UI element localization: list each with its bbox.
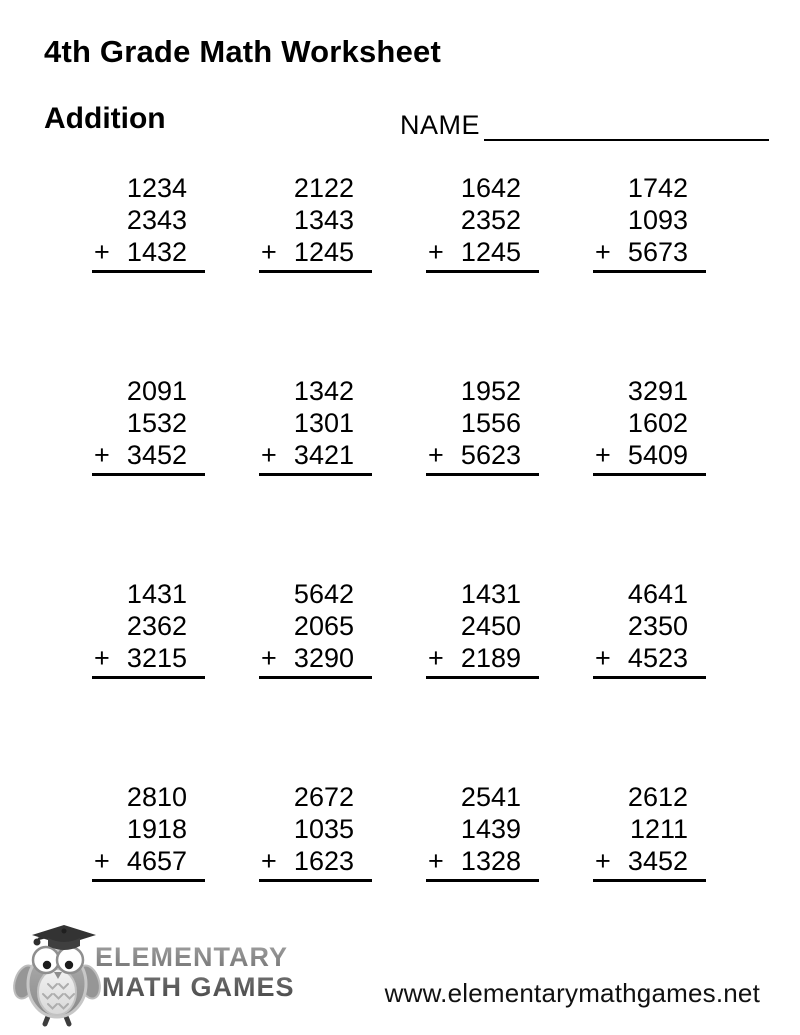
addition-problem xyxy=(593,172,706,273)
page-title: 4th Grade Math Worksheet xyxy=(44,34,441,69)
plus-operator: + xyxy=(94,643,110,673)
addend-2: 2450 xyxy=(460,611,521,641)
addend-1: 2122 xyxy=(293,173,354,203)
plus-operator: + xyxy=(261,237,277,267)
operator-row xyxy=(593,845,706,877)
addend-3: 2189 xyxy=(460,643,521,673)
addend-1: 1642 xyxy=(460,173,521,203)
addition-problem xyxy=(426,172,539,273)
addend-3: 5409 xyxy=(627,440,688,470)
plus-operator: + xyxy=(261,643,277,673)
operator-row xyxy=(92,236,205,268)
logo-wordmark xyxy=(95,942,295,1002)
addend-2: 1211 xyxy=(629,814,688,844)
addend-1: 4641 xyxy=(627,579,688,609)
addend-2: 2362 xyxy=(126,611,187,641)
name-blank-line xyxy=(484,114,769,141)
addition-problem xyxy=(259,781,372,882)
addend-1: 1742 xyxy=(627,173,688,203)
addend-2: 2065 xyxy=(293,611,354,641)
addend-1: 1952 xyxy=(460,376,521,406)
plus-operator: + xyxy=(261,440,277,470)
problems-row xyxy=(92,172,772,273)
addend-3: 3215 xyxy=(126,643,187,673)
operator-row xyxy=(426,439,539,471)
addend-1: 1431 xyxy=(460,579,521,609)
addend-2: 1439 xyxy=(460,814,521,844)
addend-3: 3452 xyxy=(627,846,688,876)
operator-row xyxy=(259,439,372,471)
addition-problem xyxy=(593,375,706,476)
addition-problem xyxy=(426,781,539,882)
addition-problem xyxy=(426,375,539,476)
addend-1: 5642 xyxy=(293,579,354,609)
addend-1: 2091 xyxy=(126,376,187,406)
addition-problem xyxy=(259,578,372,679)
addend-3: 5623 xyxy=(460,440,521,470)
addend-2: 1918 xyxy=(126,814,187,844)
addend-3: 1245 xyxy=(460,237,521,267)
addend-2: 1093 xyxy=(627,205,688,235)
addend-1: 2541 xyxy=(460,782,521,812)
addition-problem xyxy=(92,578,205,679)
addend-1: 1234 xyxy=(126,173,187,203)
addition-problem xyxy=(92,375,205,476)
name-label: NAME xyxy=(400,110,481,140)
plus-operator: + xyxy=(94,237,110,267)
addend-1: 2672 xyxy=(293,782,354,812)
addition-problem xyxy=(92,172,205,273)
problems-row xyxy=(92,578,772,679)
addend-3: 1623 xyxy=(293,846,354,876)
operator-row xyxy=(259,642,372,674)
problems-row xyxy=(92,781,772,882)
website-url: www.elementarymathgames.net xyxy=(384,978,760,1008)
plus-operator: + xyxy=(428,440,444,470)
addend-1: 2612 xyxy=(627,782,688,812)
addend-2: 1556 xyxy=(460,408,521,438)
problems-grid xyxy=(92,172,772,984)
addend-3: 3421 xyxy=(293,440,354,470)
addend-3: 3452 xyxy=(126,440,187,470)
section-title: Addition xyxy=(44,102,166,135)
addition-problem xyxy=(259,172,372,273)
problems-row xyxy=(92,375,772,476)
addend-1: 1342 xyxy=(293,376,354,406)
logo-line1: ELEMENTARY xyxy=(95,942,289,972)
addend-3: 4523 xyxy=(627,643,688,673)
plus-operator: + xyxy=(94,440,110,470)
addend-2: 2352 xyxy=(460,205,521,235)
plus-operator: + xyxy=(428,237,444,267)
logo-line2: MATH GAMES xyxy=(102,972,295,1002)
addend-3: 5673 xyxy=(627,237,688,267)
addend-3: 1245 xyxy=(293,237,354,267)
addition-problem xyxy=(593,781,706,882)
plus-operator: + xyxy=(94,846,110,876)
addend-2: 1343 xyxy=(293,205,354,235)
operator-row xyxy=(92,642,205,674)
plus-operator: + xyxy=(595,237,611,267)
name-field-group xyxy=(400,110,769,141)
addend-2: 1532 xyxy=(126,408,187,438)
addend-2: 2350 xyxy=(627,611,688,641)
addend-2: 1602 xyxy=(627,408,688,438)
operator-row xyxy=(593,642,706,674)
plus-operator: + xyxy=(261,846,277,876)
addend-1: 2810 xyxy=(126,782,187,812)
operator-row xyxy=(259,845,372,877)
operator-row xyxy=(92,845,205,877)
plus-operator: + xyxy=(595,846,611,876)
plus-operator: + xyxy=(595,440,611,470)
addend-3: 4657 xyxy=(126,846,187,876)
addend-3: 3290 xyxy=(293,643,354,673)
operator-row xyxy=(426,642,539,674)
operator-row xyxy=(426,236,539,268)
owl-graduate-icon xyxy=(12,924,102,1033)
addend-2: 1035 xyxy=(293,814,354,844)
operator-row xyxy=(259,236,372,268)
addend-3: 1328 xyxy=(460,846,521,876)
addition-problem xyxy=(259,375,372,476)
addition-problem xyxy=(593,578,706,679)
operator-row xyxy=(426,845,539,877)
operator-row xyxy=(593,439,706,471)
addend-1: 1431 xyxy=(126,579,187,609)
operator-row xyxy=(593,236,706,268)
addend-2: 2343 xyxy=(126,205,187,235)
plus-operator: + xyxy=(595,643,611,673)
addend-1: 3291 xyxy=(627,376,688,406)
addition-problem xyxy=(92,781,205,882)
addend-3: 1432 xyxy=(126,237,187,267)
addition-problem xyxy=(426,578,539,679)
operator-row xyxy=(92,439,205,471)
addend-2: 1301 xyxy=(293,408,354,438)
plus-operator: + xyxy=(428,643,444,673)
plus-operator: + xyxy=(428,846,444,876)
